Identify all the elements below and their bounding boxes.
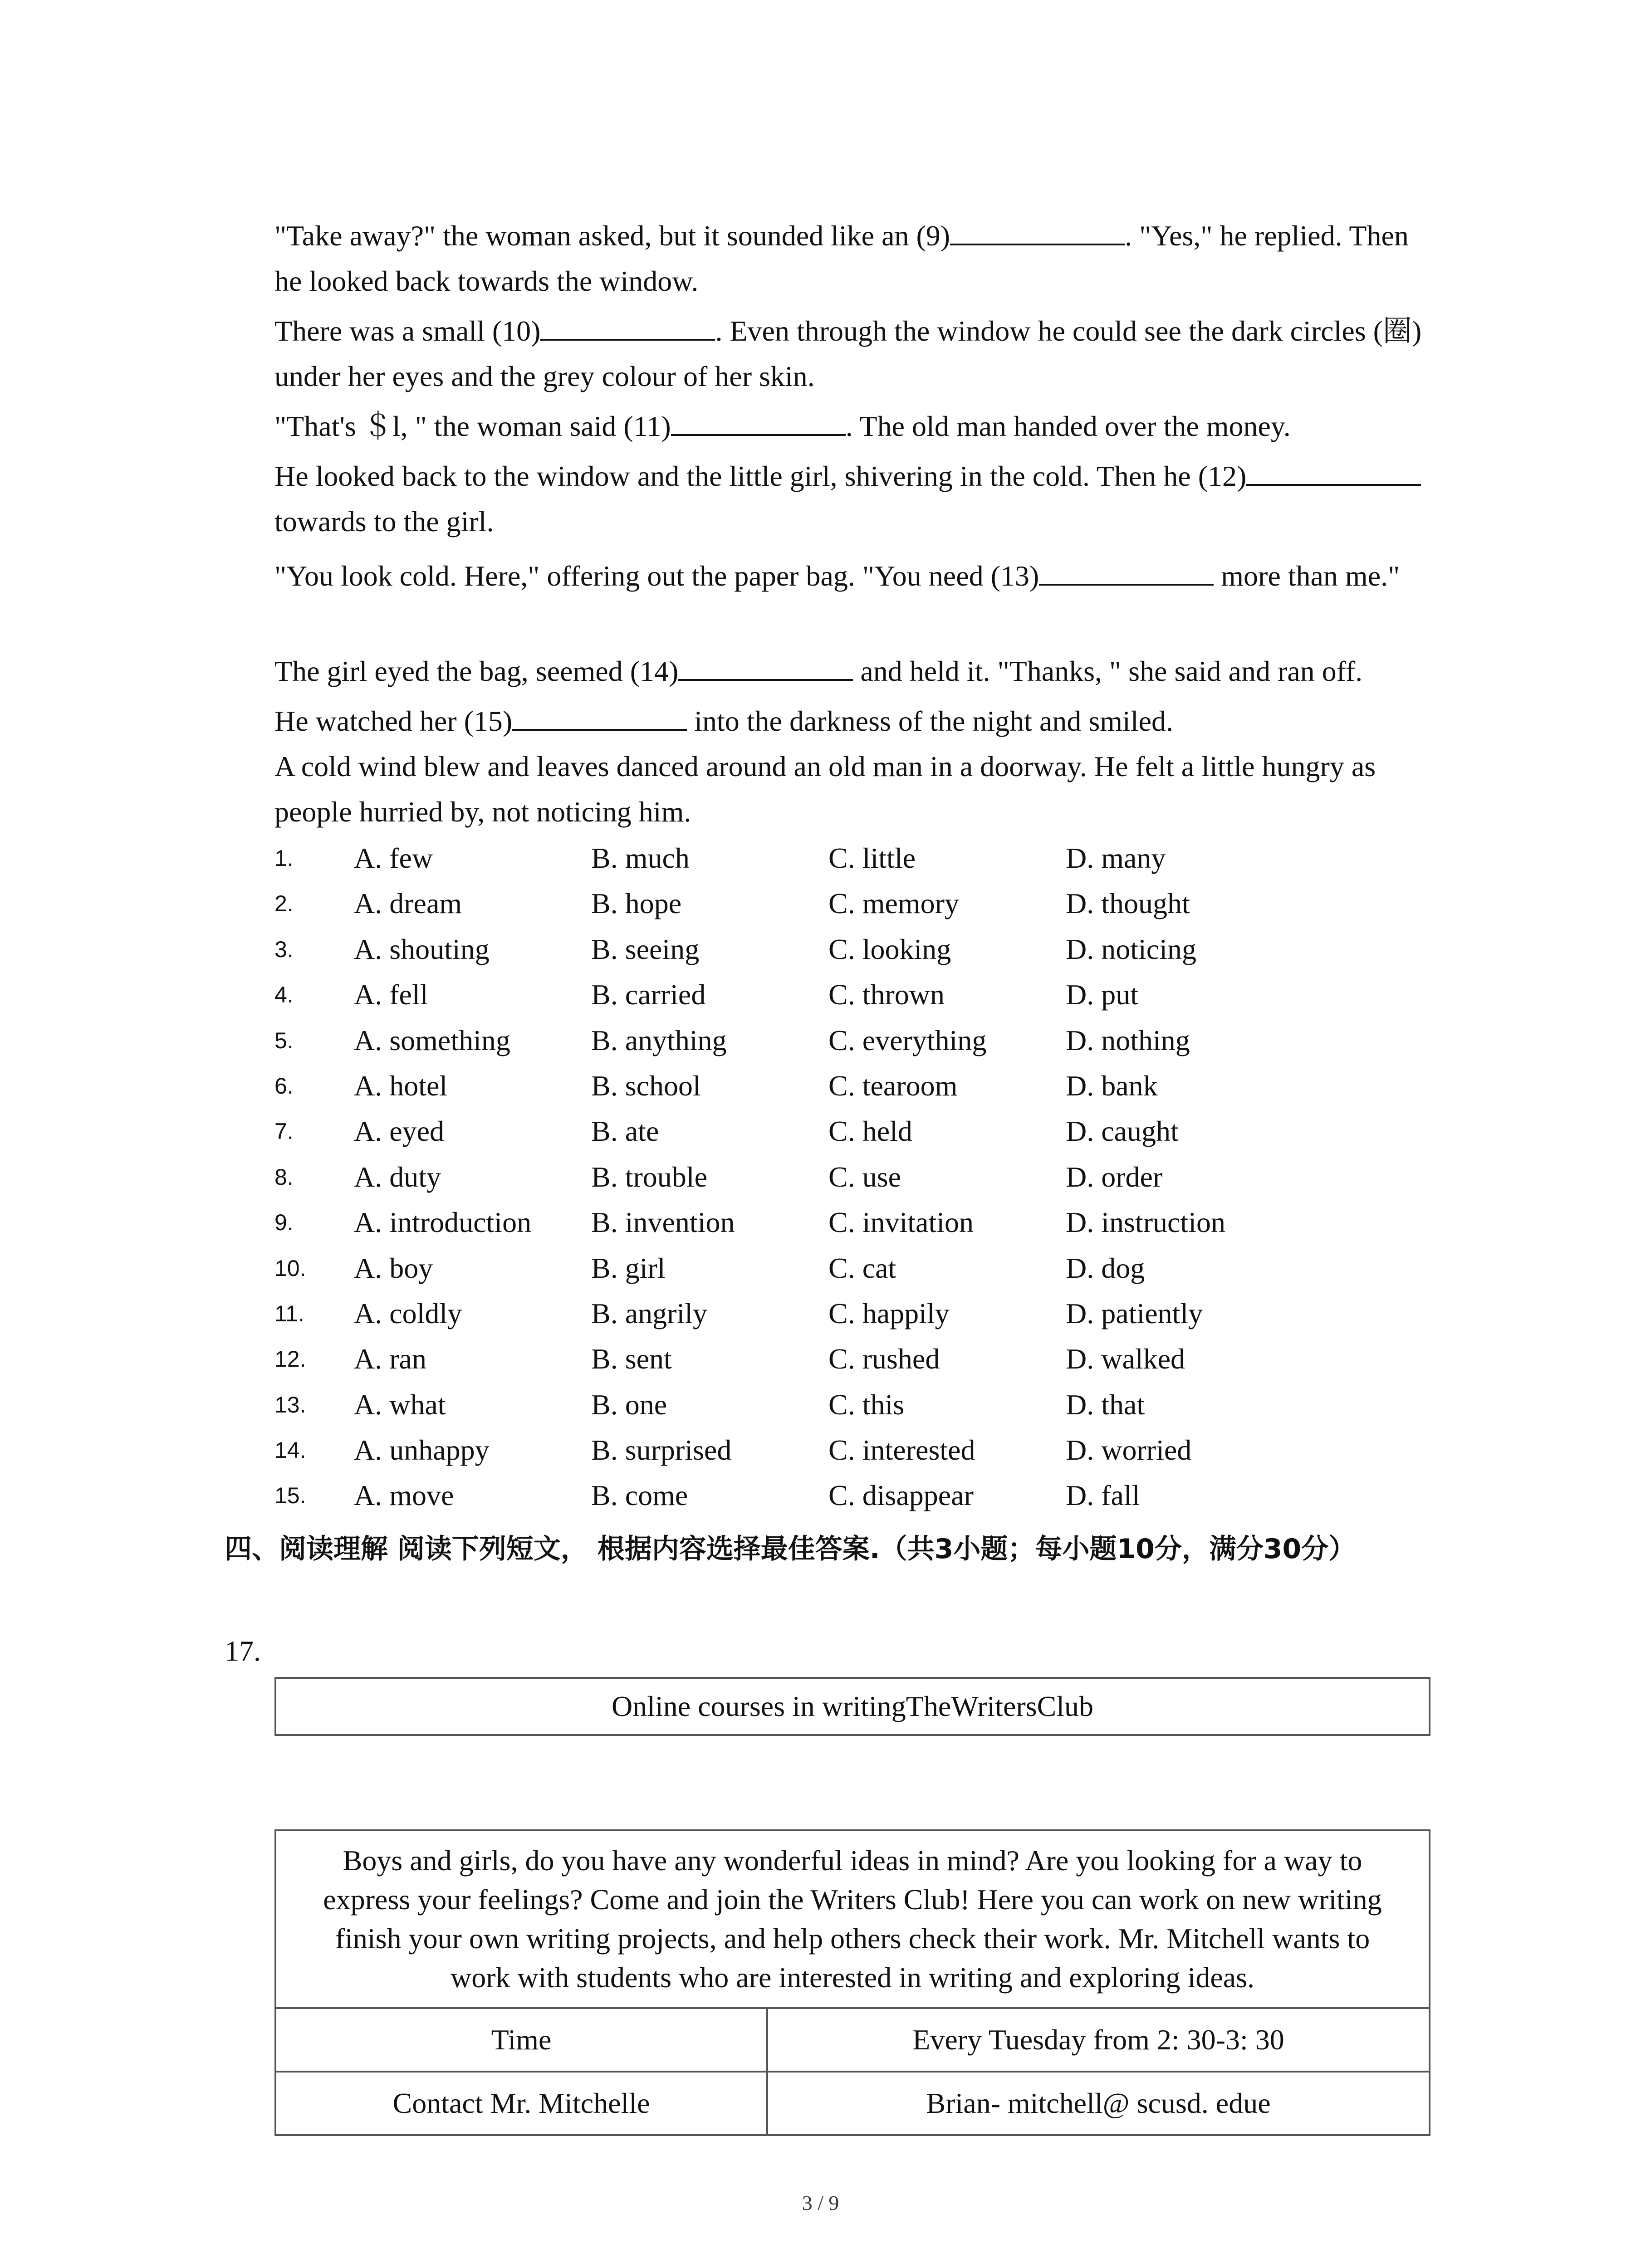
option-c: C. this [828, 1388, 905, 1421]
course-title-box [274, 1677, 1430, 1736]
option-b: B. invention [591, 1206, 735, 1239]
option-b: B. carried [591, 978, 706, 1011]
question-number-label: 1. [274, 846, 294, 871]
question-number-label: 10. [274, 1255, 306, 1281]
option-c: C. tearoom [828, 1069, 958, 1102]
section-heading: 四、阅读理解 阅读下列短文， 根据内容选择最佳答案.（共3小题；每小题10分，满分30分） [225, 1533, 1356, 1565]
option-c: C. happily [828, 1297, 950, 1330]
option-b: B. school [591, 1069, 701, 1102]
question-number-label: 11. [274, 1300, 304, 1326]
option-b: B. surprised [591, 1434, 732, 1466]
option-a: A. boy [354, 1251, 433, 1284]
blank-9 [950, 216, 1125, 245]
passage-line-15: He watched her (15) into the darkness of the night and smiled. [274, 699, 1431, 744]
option-d: D. instruction [1066, 1206, 1225, 1239]
option-a: A. dream [354, 887, 462, 920]
option-a: A. eyed [354, 1115, 445, 1148]
question-row [274, 1382, 1427, 1427]
passage-opening-paragraph: A cold wind blew and leaves danced around an old man in a doorway. He felt a little hungry as people hurried by, not noticing him. [274, 750, 1383, 828]
question-row [274, 1336, 1427, 1382]
blank-15 [512, 702, 687, 731]
passage-line-9: "Take away?" the woman asked, but it sounded like an (9) . "Yes," he replied. Then he looked back towards the window. [274, 213, 1431, 304]
option-a: A. move [354, 1479, 454, 1512]
passage-line-11: "That's ＄l, " the woman said (11) . The old man handed over the money. [274, 404, 1431, 449]
option-d: D. that [1066, 1388, 1145, 1421]
option-b: B. come [591, 1479, 688, 1512]
time-label: Time [275, 2008, 767, 2072]
option-d: D. noticing [1066, 933, 1196, 965]
writers-club-table [274, 1829, 1430, 2136]
option-b: B. one [591, 1388, 667, 1421]
option-d: D. fall [1066, 1479, 1140, 1512]
option-d: D. patiently [1066, 1297, 1203, 1330]
question-row [274, 927, 1427, 972]
option-c: C. use [828, 1160, 901, 1193]
option-c: C. little [828, 842, 916, 874]
option-a: A. something [354, 1024, 510, 1056]
option-b: B. much [591, 842, 690, 874]
option-c: C. rushed [828, 1343, 940, 1375]
question-number-label: 9. [274, 1210, 294, 1236]
blank-14 [678, 652, 853, 681]
question-number-label: 13. [274, 1392, 306, 1418]
blank-12 [1246, 457, 1351, 486]
question-row [274, 1291, 1427, 1336]
question-row [274, 1018, 1427, 1063]
option-c: C. held [828, 1115, 912, 1148]
page-number: 3 / 9 [802, 2191, 839, 2214]
option-a: A. fell [354, 978, 428, 1011]
question-number-label: 4. [274, 982, 294, 1008]
option-b: B. hope [591, 887, 682, 920]
question-number: 17. [225, 1635, 261, 1667]
option-d: D. put [1066, 978, 1138, 1011]
passage-line-10: There was a small (10) . Even through the window he could see the dark circles (圈) under her eyes and the grey colour of her skin. [274, 308, 1431, 399]
option-a: A. introduction [354, 1206, 532, 1239]
option-d: D. dog [1066, 1251, 1145, 1284]
option-c: C. cat [828, 1251, 896, 1284]
question-row [274, 881, 1427, 926]
option-c: C. looking [828, 933, 951, 965]
question-number-label: 3. [274, 936, 294, 962]
option-c: C. interested [828, 1434, 975, 1466]
blank-13 [1039, 557, 1214, 586]
option-c: C. thrown [828, 978, 945, 1011]
club-intro: Boys and girls, do you have any wonderful ideas in mind? Are you looking for a way to express your feelings? Come and join the Writers Club! Here you can work on new writing finish your own writing projects, and help others check their work. Mr. Mitchell wants to work with students who are interested in writing and exploring ideas. [275, 1830, 1430, 2008]
option-a: A. unhappy [354, 1434, 490, 1466]
option-b: B. seeing [591, 933, 700, 965]
option-a: A. duty [354, 1160, 441, 1193]
blank-12-continued [1351, 457, 1421, 486]
option-c: C. disappear [828, 1479, 974, 1512]
option-c: C. invitation [828, 1206, 974, 1239]
question-number-label: 2. [274, 891, 294, 917]
option-b: B. sent [591, 1343, 672, 1375]
option-a: A. ran [354, 1343, 426, 1375]
option-d: D. walked [1066, 1343, 1185, 1375]
contact-label: Contact Mr. Mitchelle [275, 2072, 767, 2135]
option-d: D. nothing [1066, 1024, 1190, 1056]
question-row [274, 1473, 1427, 1518]
question-row [274, 1154, 1427, 1200]
question-number-label: 5. [274, 1027, 294, 1053]
option-a: A. few [354, 842, 433, 874]
option-a: A. shouting [354, 933, 490, 965]
option-a: A. coldly [354, 1297, 462, 1330]
time-value: Every Tuesday from 2: 30-3: 30 [767, 2008, 1430, 2072]
question-number-label: 6. [274, 1073, 294, 1099]
passage-line-12: He looked back to the window and the little girl, shivering in the cold. Then he (12) towards to the girl. [274, 454, 1431, 544]
option-a: A. hotel [354, 1069, 448, 1102]
question-number-label: 15. [274, 1483, 306, 1509]
contact-value: Brian- mitchell@ scusd. edue [767, 2072, 1430, 2135]
option-c: C. memory [828, 887, 959, 920]
question-row [274, 1427, 1427, 1473]
option-d: D. order [1066, 1160, 1163, 1193]
option-b: B. ate [591, 1115, 659, 1148]
question-row [274, 972, 1427, 1017]
option-d: D. many [1066, 842, 1166, 874]
course-title: Online courses in writingTheWritersClub [611, 1690, 1094, 1722]
passage-line-13: "You look cold. Here," offering out the paper bag. "You need (13) more than me." [274, 553, 1431, 599]
question-number-label: 14. [274, 1437, 306, 1463]
question-row [274, 836, 1427, 881]
blank-11 [671, 407, 846, 436]
option-d: D. thought [1066, 887, 1190, 920]
question-row [274, 1063, 1427, 1109]
question-number-label: 8. [274, 1164, 294, 1190]
option-b: B. girl [591, 1251, 666, 1284]
question-row [274, 1109, 1427, 1154]
option-b: B. angrily [591, 1297, 707, 1330]
question-row [274, 1200, 1427, 1245]
question-options-list [274, 836, 1427, 1519]
question-number-label: 7. [274, 1119, 294, 1144]
question-row [274, 1246, 1427, 1291]
option-d: D. caught [1066, 1115, 1179, 1148]
passage-line-14: The girl eyed the bag, seemed (14) and held it. "Thanks, " she said and ran off. [274, 649, 1431, 694]
blank-10 [540, 312, 715, 341]
option-b: B. trouble [591, 1160, 707, 1193]
option-a: A. what [354, 1388, 446, 1421]
option-b: B. anything [591, 1024, 727, 1056]
question-number-label: 12. [274, 1346, 306, 1372]
option-c: C. everything [828, 1024, 987, 1056]
option-d: D. bank [1066, 1069, 1158, 1102]
option-d: D. worried [1066, 1434, 1192, 1466]
